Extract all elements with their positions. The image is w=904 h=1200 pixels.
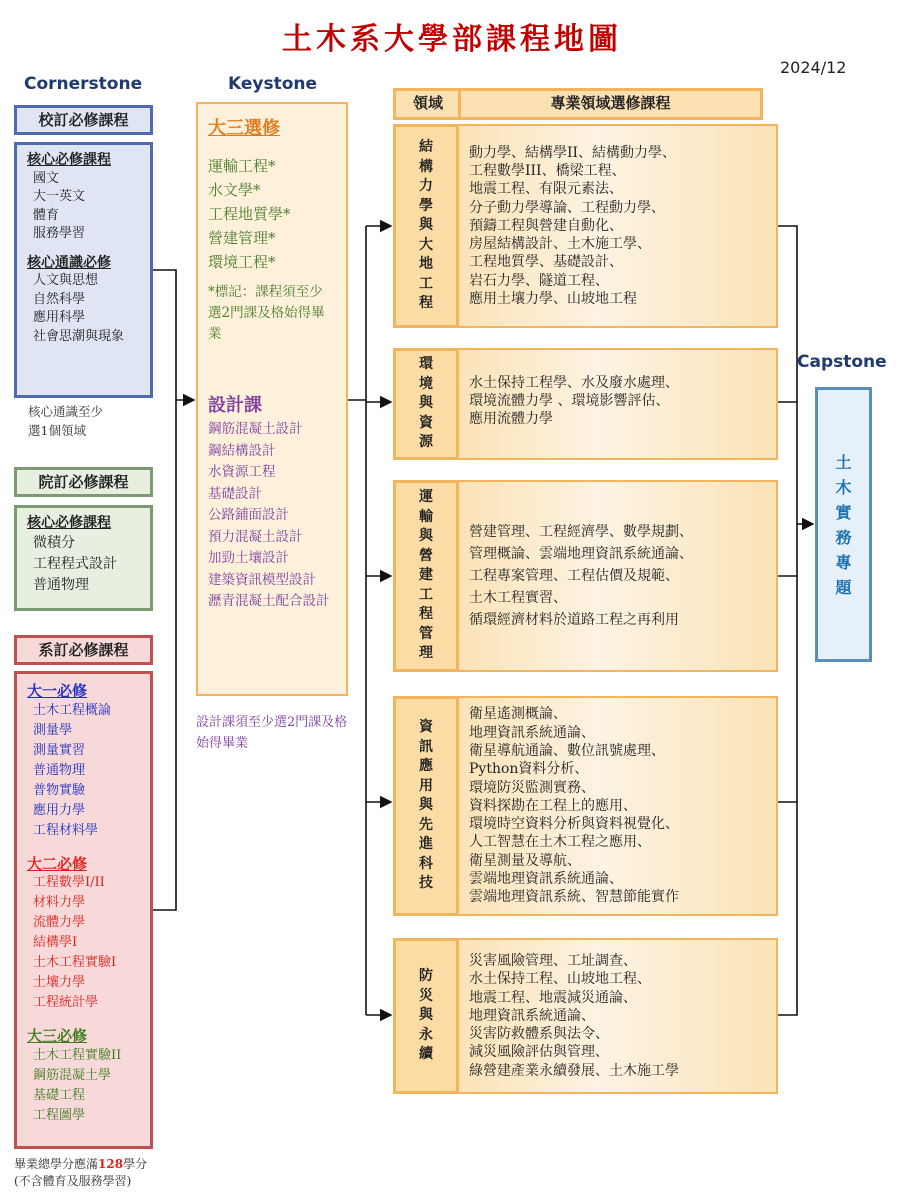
domain-name: 資訊應用與先進科技: [419, 719, 433, 892]
list-item: 土木工程概論: [33, 702, 112, 718]
course-line: 水土保持工程學、水及廢水處理、: [469, 375, 679, 391]
list-item: 土木工程實驗I: [33, 955, 117, 970]
course-line: 環境時空資料分析與資料視覺化、: [469, 816, 679, 833]
cornerstone-heading: Cornerstone: [24, 74, 143, 94]
domain-courses-disaster: [457, 938, 778, 1094]
course-line: 工程地質學、基礎設計、: [469, 254, 623, 271]
year2-title: 大二必修: [27, 854, 88, 873]
list-item: 土壤力學: [33, 975, 86, 990]
college-core-title: 核心必修課程: [27, 515, 111, 531]
list-item: 普通物理: [33, 576, 89, 593]
list-item: 基礎工程: [33, 1087, 86, 1103]
list-item: 公路鋪面設計: [208, 507, 289, 523]
school-required-panel: [14, 142, 153, 398]
list-item: 人文與思想: [33, 273, 99, 288]
course-line: 地理資訊系統通論、: [469, 1007, 595, 1024]
cornerstone-bracket: [153, 270, 176, 910]
note-line: 核心通識至少: [28, 404, 104, 419]
list-item: 社會思潮與現象: [33, 328, 125, 344]
college-required-header: 院訂必修課程: [14, 467, 153, 497]
domain-courses-environment: [457, 348, 778, 460]
course-line: 地理資訊系統通論、: [469, 724, 595, 741]
dept-required-header: 系訂必修課程: [14, 635, 153, 665]
course-line: 環境防災監測實務、: [469, 779, 595, 796]
course-line: 綠營建產業永續發展、土木施工學: [469, 1062, 679, 1079]
list-item: 流體力學: [33, 915, 86, 930]
course-line: 衛星測量及導航、: [469, 852, 581, 869]
list-item: 土木工程實驗II: [33, 1047, 122, 1063]
course-line: 應用流體力學: [469, 411, 553, 428]
keystone-panel: [196, 102, 348, 696]
list-item: 建築資訊模型設計: [208, 571, 316, 588]
list-item: 鋼結構設計: [208, 442, 276, 459]
list-item: 結構學I: [33, 935, 78, 950]
grad-credits: 128: [98, 1157, 124, 1171]
course-line: 動力學、結構學II、結構動力學、: [469, 145, 677, 162]
list-item: 材料力學: [33, 895, 86, 910]
course-line: 災害風險管理、工址調查、: [469, 953, 637, 970]
list-item: 微積分: [33, 534, 75, 551]
course-line: 雲端地理資訊系統、智慧節能實作: [469, 889, 679, 906]
list-item: 營建管理*: [208, 229, 276, 247]
school-ge-title: 核心通識必修: [27, 254, 111, 271]
dept-required-panel: [14, 671, 153, 1149]
design-course-note: 設計課須至少選2門課及格始得畢業: [196, 715, 348, 751]
course-line: 管理概論、雲端地理資訊系統通論、: [469, 546, 693, 562]
course-line: 土木工程實習、: [469, 590, 567, 606]
year3-title: 大三必修: [27, 1027, 88, 1045]
course-line: 工程專案管理、工程估價及規範、: [469, 568, 679, 584]
course-line: 衛星遙測概論、: [469, 706, 567, 723]
list-item: 環境工程*: [208, 253, 276, 271]
domain-name: 運輸與營建工程管理: [419, 489, 433, 662]
course-line: 雲端地理資訊系統通論、: [469, 871, 623, 888]
list-item: 國文: [33, 170, 60, 186]
year3-elective-list: [208, 154, 336, 274]
course-line: 資料探勘在工程上的應用、: [469, 797, 637, 814]
domain-courses-transport: [457, 480, 778, 672]
course-line: 分子動力學導論、工程動力學、: [469, 199, 665, 216]
date-label: 2024/12: [780, 58, 847, 77]
list-item: 鋼筋混凝土學: [33, 1067, 112, 1083]
domain-column-header: 領域: [393, 88, 463, 120]
course-line: 環境流體力學 、環境影響評估、: [469, 393, 670, 410]
grad-prefix: 畢業總學分應滿: [14, 1157, 99, 1171]
course-line: 減災風險評估與管理、: [469, 1044, 609, 1061]
course-line: 應用土壤力學、山坡地工程: [469, 290, 637, 307]
list-item: 水文學*: [208, 181, 261, 199]
list-item: 大一英文: [33, 189, 86, 204]
list-item: 應用力學: [33, 802, 86, 818]
domain-structural-geotech: [393, 124, 459, 328]
list-item: 工程數學I/II: [33, 875, 105, 890]
domain-transport-construction: [393, 480, 459, 672]
course-line: 災害防救體系與法令、: [469, 1026, 609, 1043]
course-line: Python資料分析、: [469, 761, 589, 778]
domain-disaster-sustainability: [393, 938, 459, 1094]
list-item: 預力混凝土設計: [208, 528, 303, 545]
design-course-list: [208, 419, 336, 613]
course-line: 循環經濟材料於道路工程之再利用: [469, 612, 679, 628]
domain-name: 結構力學與大地工程: [419, 139, 433, 312]
course-line: 工程數學III、橋梁工程、: [469, 163, 626, 180]
course-line: 預鑄工程與營建自動化、: [469, 217, 623, 234]
graduation-note: [14, 1156, 214, 1190]
list-item: 工程程式設計: [33, 555, 117, 572]
domains-right-bracket: [778, 226, 797, 1015]
domain-information-tech: [393, 696, 459, 916]
list-item: 鋼筋混凝土設計: [208, 421, 303, 437]
college-required-panel: [14, 505, 153, 611]
year3-elective-note: *標記：課程須至少選2門課及格始得畢業: [208, 284, 325, 342]
school-required-header: 校訂必修課程: [14, 105, 153, 135]
list-item: 應用科學: [33, 310, 86, 325]
course-line: 岩石力學、隧道工程、: [469, 272, 609, 289]
school-core-title: 核心必修課程: [27, 152, 111, 168]
page-title: 土木系大學部課程地圖: [282, 22, 622, 57]
list-item: 自然科學: [33, 291, 86, 307]
list-item: 水資源工程: [208, 464, 276, 480]
list-item: 服務學習: [33, 226, 86, 241]
list-item: 工程地質學*: [208, 205, 291, 223]
list-item: 測量學: [33, 722, 73, 738]
list-item: 普通物理: [33, 762, 86, 778]
year1-title: 大一必修: [27, 682, 88, 700]
list-item: 瀝青混凝土配合設計: [208, 593, 330, 609]
list-item: 工程統計學: [33, 995, 99, 1010]
list-item: 運輸工程*: [208, 157, 276, 175]
course-line: 地震工程、地震減災通論、: [469, 989, 637, 1006]
course-line: 房屋結構設計、土木施工學、: [469, 236, 651, 253]
list-item: 工程材料學: [33, 822, 99, 838]
keystone-heading: Keystone: [228, 74, 318, 94]
domain-courses-information: [457, 696, 778, 916]
grad-line2: (不含體育及服務學習): [14, 1174, 132, 1188]
domain-courses-structural: [457, 124, 778, 328]
course-line: 人工智慧在土木工程之應用、: [469, 834, 651, 851]
list-item: 加勁土壤設計: [208, 550, 289, 566]
list-item: 體育: [33, 207, 60, 223]
course-line: 營建管理、工程經濟學、數學規劃、: [469, 524, 693, 540]
school-ge-note: [28, 402, 148, 440]
domain-environment: [393, 348, 459, 460]
design-course-title: 設計課: [208, 395, 262, 416]
list-item: 普物實驗: [33, 782, 86, 798]
year3-elective-title: 大三選修: [208, 118, 280, 139]
domain-name: 環境與資源: [419, 356, 433, 451]
list-item: 測量實習: [33, 742, 86, 758]
capstone-course: 土木實務專題: [835, 452, 852, 597]
course-line: 水土保持工程、山坡地工程、: [469, 971, 651, 988]
capstone-box: [815, 387, 872, 662]
domain-name: 防災與永續: [419, 968, 433, 1063]
course-line: 地震工程、有限元素法、: [469, 181, 623, 198]
courses-column-header: 專業領域選修課程: [458, 88, 763, 120]
list-item: 工程圖學: [33, 1107, 86, 1123]
list-item: 基礎設計: [208, 485, 262, 502]
grad-suffix: 學分: [123, 1157, 148, 1171]
note-line: 選1個領域: [28, 423, 86, 438]
capstone-heading: Capstone: [797, 352, 887, 372]
course-line: 衛星導航通論、數位訊號處理、: [469, 742, 665, 759]
